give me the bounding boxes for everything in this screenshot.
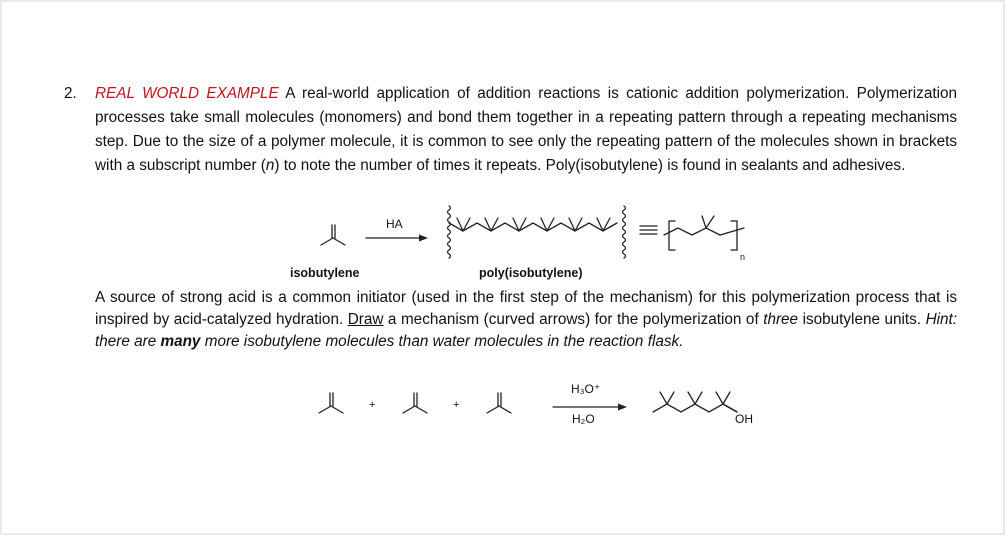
reagent-h2o: H₂O (572, 412, 595, 426)
repeat-subscript: n (740, 252, 746, 262)
plus-sign-1: + (369, 399, 376, 411)
three-word: three (763, 311, 799, 328)
isobutylene-structure-3 (487, 393, 511, 413)
isobutylene-structure-2 (403, 393, 427, 413)
reagent-ha: HA (386, 217, 403, 231)
document-page (2, 2, 1003, 533)
intro-n: n (265, 157, 275, 174)
isobutylene-label: isobutylene (290, 266, 360, 280)
polyisobutylene-label: poly(isobutylene) (479, 266, 583, 280)
question-number: 2. (64, 85, 77, 102)
reagent-h3o-plus: H₃O⁺ (571, 382, 601, 396)
task-text-a: A source of strong acid is a common initiator (used in the first step of the mechanism) for this polymerization process that is inspired by acid-catalyzed hydration. (95, 289, 957, 328)
three-unit-scheme (2, 2, 1003, 533)
product-oh-group: OH (735, 412, 753, 426)
plus-sign-2: + (453, 399, 460, 411)
task-text-b: a mechanism (curved arrows) for the polymerization of (383, 311, 764, 328)
reaction-arrow-2 (553, 404, 627, 411)
intro-text: A real-world application of addition reactions is cationic addition polymerization. Polymerization processes take small molecules (monomers) and bond them together in a repeating pattern through a repeating mechanisms step. Due to the size of a polymer molecule, it is common to see only the repeating pattern of the molecules shown in brackets with a subscript number ( (95, 85, 957, 174)
isobutylene-structure-1 (319, 393, 343, 413)
hint-text-b: more isobutylene molecules than water molecules in the reaction flask. (200, 333, 684, 350)
task-text-c: isobutylene units. (798, 311, 926, 328)
draw-word: Draw (347, 311, 384, 328)
intro-end: ) to note the number of times it repeats. Poly(isobutylene) is found in sealants and adhesives. (274, 157, 906, 174)
many-word: many (160, 333, 201, 350)
real-world-heading: REAL WORLD EXAMPLE (95, 85, 279, 102)
hint-text-a: Hint: there are (95, 311, 958, 350)
product-structure (653, 392, 737, 412)
